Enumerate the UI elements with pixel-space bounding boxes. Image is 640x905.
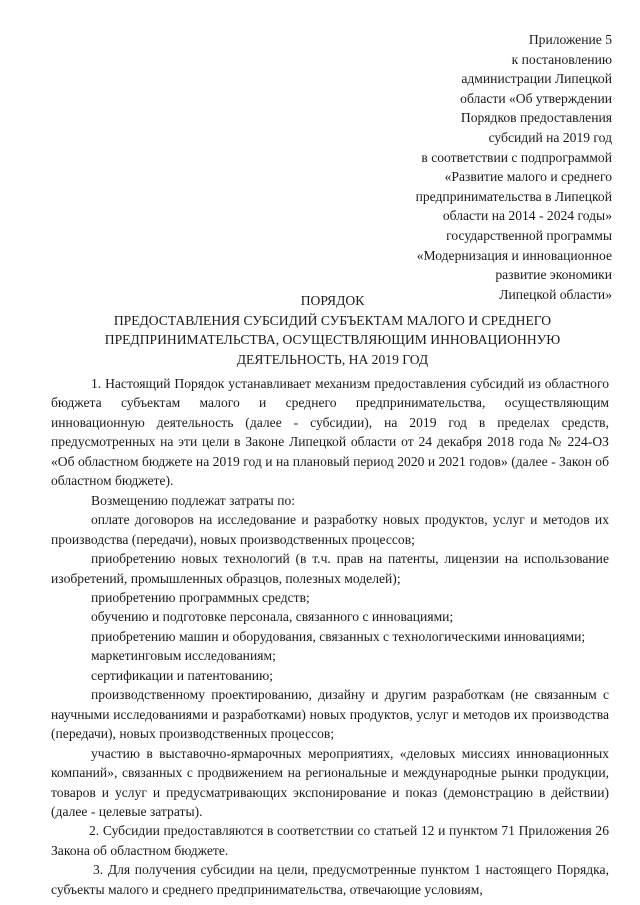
document-body	[51, 374, 609, 899]
appendix-line: администрации Липецкой	[461, 71, 612, 87]
document-title	[60, 291, 605, 370]
appendix-line: государственной программы	[446, 227, 612, 243]
appendix-block	[352, 30, 612, 304]
paragraph: 3. Для получения субсидии на цели, предусмотренные пунктом 1 настоящего Порядка, субъекты малого и среднего предпринимательства, отвечающие условиям,	[51, 862, 609, 897]
paragraph: приобретению машин и оборудования, связанных с технологическими инновациями;	[91, 628, 586, 644]
appendix-line: предпринимательства в Липецкой	[415, 188, 612, 204]
appendix-line: Порядков предоставления	[460, 110, 612, 126]
appendix-line: области на 2014 - 2024 годы»	[442, 208, 612, 224]
appendix-line: к постановлению	[511, 51, 612, 67]
title-line: ПРЕДОСТАВЛЕНИЯ СУБСИДИЙ СУБЪЕКТАМ МАЛОГО И СРЕДНЕГО	[113, 312, 552, 328]
appendix-line: Приложение 5	[528, 32, 612, 47]
paragraph: обучению и подготовке персонала, связанного с инновациями;	[91, 609, 454, 625]
appendix-line: Липецкой области»	[499, 286, 612, 302]
paragraph: Возмещению подлежат затраты по:	[91, 492, 296, 508]
appendix-line: развитие экономики	[495, 267, 612, 283]
appendix-line: «Модернизация и инновационное	[416, 247, 612, 263]
appendix-line: в соответствии с подпрограммой	[421, 149, 612, 165]
appendix-line: «Развитие малого и среднего	[444, 169, 612, 185]
paragraph: производственному проектированию, дизайну и другим разработкам (не связанным с научными исследованиями и разработками) новых продуктов, услуг и методов их производства (передачи), новых производственных процессов;	[51, 687, 609, 742]
paragraph: приобретению программных средств;	[91, 589, 310, 605]
appendix-line: субсидий на 2019 год	[488, 129, 612, 145]
paragraph: маркетинговым исследованиям;	[91, 648, 276, 664]
paragraph: приобретению новых технологий (в т.ч. прав на патенты, лицензии на использование изобретений, промышленных образцов, полезных моделей);	[51, 551, 609, 586]
title-line: ПРЕДПРИНИМАТЕЛЬСТВА, ОСУЩЕСТВЛЯЮЩИМ ИННОВАЦИОННУЮ	[104, 332, 561, 348]
paragraph: участию в выставочно-ярмарочных мероприятиях, «деловых миссиях инновационных компаний», связанных с продвижением на региональные и международные рынки продукции, товаров и услуг и предусматривающих экспонирование и показ (демонстрацию в действии) (далее - целевые затраты).	[51, 745, 609, 819]
appendix-line: области «Об утверждении	[460, 90, 612, 106]
title-line: ПОРЯДОК	[300, 293, 365, 308]
title-line: ДЕЯТЕЛЬНОСТЬ, НА 2019 ГОД	[236, 352, 429, 368]
paragraph: 2. Субсидии предоставляются в соответствии со статьей 12 и пунктом 71 Приложения 26 Закона об областном бюджете.	[51, 823, 609, 858]
paragraph: оплате договоров на исследование и разработку новых продуктов, услуг и методов их производства (передачи), новых производственных процессов;	[51, 512, 609, 547]
paragraph: 1. Настоящий Порядок устанавливает механизм предоставления субсидий из областного бюджета субъектам малого и среднего предпринимательства, осуществляющим инновационную деятельность (далее - субсидии), на 2019 год в пределах средств, предусмотренных на эти цели в Законе Липецкой области от 24 декабря 2018 года № 224-ОЗ «Об областном бюджете на 2019 год и на плановый период 2020 и 2021 годов» (далее - Закон об областном бюджете).	[51, 376, 609, 489]
paragraph: сертификации и патентованию;	[91, 667, 273, 683]
